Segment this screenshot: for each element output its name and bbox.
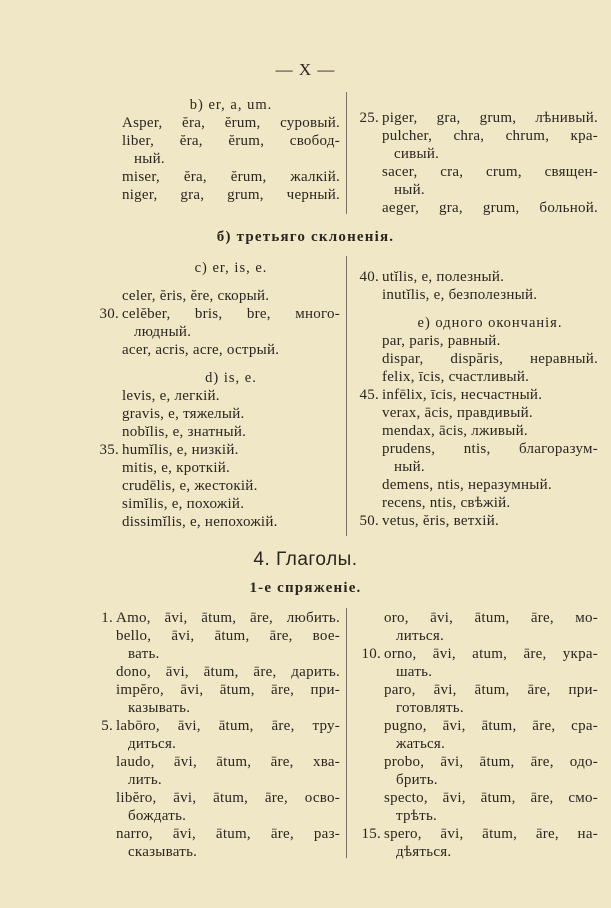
column-divider — [346, 608, 347, 858]
entry-text: gravis, e, тяжелый. — [122, 406, 245, 422]
entry-line — [384, 699, 598, 717]
entry-line — [384, 609, 598, 627]
entry-text: niger, gra, grum, черный. — [122, 187, 340, 203]
entry-line — [122, 495, 340, 513]
entry-line — [122, 150, 340, 168]
entry-text: вать. — [128, 646, 160, 662]
entry-line — [116, 681, 340, 699]
entry-line — [382, 332, 598, 350]
entry-line — [122, 459, 340, 477]
conjugation-heading: 1-е спряженіе. — [249, 580, 362, 596]
spacer — [122, 277, 340, 287]
adjectives-c-e-right — [359, 268, 598, 530]
entry-text: utĭlis, e, полезный. — [382, 269, 505, 285]
entry-number: 1. — [101, 610, 113, 626]
entry-text: aeger, gra, grum, больной. — [382, 200, 598, 216]
entry-text: inutĭlis, e, безполезный. — [382, 287, 538, 303]
verbs-left — [101, 609, 340, 861]
entry-text: levis, e, легкій. — [122, 388, 220, 404]
entry-text: ный. — [394, 459, 425, 475]
adjectives-b-left — [122, 96, 340, 204]
entry-line — [382, 494, 598, 512]
entry-line — [116, 735, 340, 753]
entry-line — [116, 663, 340, 681]
entry-line — [382, 199, 598, 217]
entry-line — [101, 609, 340, 627]
adjectives-c-d-left — [99, 259, 340, 531]
entry-line — [382, 422, 598, 440]
entry-line — [122, 423, 340, 441]
entry-text: vetus, ĕris, ветхій. — [382, 513, 499, 529]
entry-text: ный. — [394, 182, 425, 198]
entry-number: 50. — [359, 513, 379, 529]
entry-text: готовлять. — [396, 700, 464, 716]
entry-text: шать. — [396, 664, 433, 680]
entry-text: дѣяться. — [396, 844, 452, 860]
entry-text: specto, āvi, ātum, āre, смо- — [384, 790, 598, 806]
section-heading-third-declension: б) третьяго склоненія. — [216, 229, 395, 245]
entry-line — [116, 807, 340, 825]
entry-number: 15. — [361, 826, 381, 842]
entry-text: miser, ĕra, ĕrum, жалкій. — [122, 169, 340, 185]
entry-text: брить. — [396, 772, 438, 788]
entry-line — [382, 350, 598, 368]
entry-line — [122, 186, 340, 204]
entry-text: Amo, āvi, ātum, āre, любить. — [116, 610, 340, 626]
entry-text: dono, āvi, ātum, āre, дарить. — [116, 664, 340, 680]
entry-text: nobĭlis, e, знатный. — [122, 424, 247, 440]
entry-line — [122, 341, 340, 359]
entry-text: libĕro, āvi, ātum, āre, осво- — [116, 790, 340, 806]
entry-line — [382, 368, 598, 386]
entry-text: par, paris, равный. — [382, 333, 501, 349]
entry-number: 45. — [359, 387, 379, 403]
entry-text: paro, āvi, ātum, āre, при- — [384, 682, 598, 698]
entry-line — [361, 825, 598, 843]
entry-text: литься. — [396, 628, 444, 644]
spacer — [122, 359, 340, 369]
column-divider — [346, 92, 347, 214]
entry-text: mitis, e, кроткій. — [122, 460, 231, 476]
entry-text: Asper, ĕra, ĕrum, суровый. — [122, 115, 340, 131]
entry-line — [384, 627, 598, 645]
entry-line — [116, 771, 340, 789]
entry-text: бождать. — [128, 808, 187, 824]
entry-line — [122, 287, 340, 305]
entry-text: laudo, āvi, ātum, āre, хва- — [116, 754, 340, 770]
entry-line — [384, 771, 598, 789]
entry-text: лить. — [128, 772, 162, 788]
entry-line — [382, 404, 598, 422]
entry-line — [116, 699, 340, 717]
entry-text: pugno, āvi, ātum, āre, сра- — [384, 718, 598, 734]
entry-line — [382, 458, 598, 476]
entry-line — [384, 807, 598, 825]
entry-text: людный. — [134, 324, 192, 340]
entry-line — [382, 440, 598, 458]
entry-number: 30. — [99, 306, 119, 322]
entry-line — [122, 387, 340, 405]
entry-text: labōro, āvi, ātum, āre, тру- — [116, 718, 340, 734]
entry-line — [382, 476, 598, 494]
entry-line — [122, 323, 340, 341]
entry-text: piger, gra, grum, лѣнивый. — [382, 110, 598, 126]
entry-line — [116, 789, 340, 807]
entry-text: sacer, cra, crum, священ- — [382, 164, 598, 180]
entry-line — [116, 753, 340, 771]
entry-line — [122, 168, 340, 186]
entry-text: infēlix, īcis, несчастный. — [382, 387, 543, 403]
subheading: d) is, e. — [205, 370, 257, 386]
entry-number: 5. — [101, 718, 113, 734]
entry-line — [359, 386, 598, 404]
entry-line — [122, 114, 340, 132]
entry-number: 25. — [359, 110, 379, 126]
entry-text: celer, ĕris, ĕre, скорый. — [122, 288, 270, 304]
entry-text: humĭlis, e, низкій. — [122, 442, 239, 458]
entry-text: probo, āvi, ātum, āre, одо- — [384, 754, 598, 770]
entry-text: казывать. — [128, 700, 191, 716]
entry-line — [382, 163, 598, 181]
entry-text: simĭlis, e, похожій. — [122, 496, 245, 512]
entry-line — [122, 405, 340, 423]
entry-line — [99, 441, 340, 459]
entry-text: сказывать. — [128, 844, 198, 860]
column-divider — [346, 256, 347, 536]
entry-text: сивый. — [394, 146, 440, 162]
entry-line — [361, 645, 598, 663]
subheading: e) одного окончанія. — [417, 315, 563, 331]
entry-text: felix, īcis, счастливый. — [382, 369, 530, 385]
entry-line — [382, 127, 598, 145]
entry-text: mendax, ācis, лживый. — [382, 423, 528, 439]
entry-text: acer, acris, acre, острый. — [122, 342, 280, 358]
entry-text: ный. — [134, 151, 165, 167]
entry-text: celĕber, bris, bre, много- — [122, 306, 340, 322]
entry-line — [382, 286, 598, 304]
entry-line — [99, 305, 340, 323]
entry-line — [384, 843, 598, 861]
entry-text: dispar, dispăris, неравный. — [382, 351, 598, 367]
entry-text: crudēlis, e, жестокій. — [122, 478, 258, 494]
entry-line — [122, 132, 340, 150]
entry-text: demens, ntis, неразумный. — [382, 477, 552, 493]
entry-text: трѣть. — [396, 808, 438, 824]
entry-line — [384, 789, 598, 807]
entry-line — [116, 825, 340, 843]
entry-text: prudens, ntis, благоразум- — [382, 441, 598, 457]
entry-line — [384, 717, 598, 735]
entry-text: dissimĭlis, e, непохожій. — [122, 514, 278, 530]
entry-line — [116, 627, 340, 645]
entry-number: 40. — [359, 269, 379, 285]
entry-text: recens, ntis, свѣжій. — [382, 495, 511, 511]
entry-text: impĕro, āvi, ātum, āre, при- — [116, 682, 340, 698]
entry-line — [359, 109, 598, 127]
spacer — [382, 304, 598, 314]
entry-number: 10. — [361, 646, 381, 662]
adjectives-b-right — [359, 109, 598, 217]
entry-line — [384, 735, 598, 753]
entry-line — [116, 645, 340, 663]
entry-text: verax, ācis, правдивый. — [382, 405, 533, 421]
entry-line — [384, 681, 598, 699]
entry-number: 35. — [99, 442, 119, 458]
entry-text: bello, āvi, ātum, āre, вое- — [116, 628, 340, 644]
entry-line — [101, 717, 340, 735]
entry-line — [359, 512, 598, 530]
subheading: c) er, is, e. — [194, 260, 268, 276]
entry-text: диться. — [128, 736, 177, 752]
entry-text: pulcher, chra, chrum, кра- — [382, 128, 598, 144]
entry-line — [384, 663, 598, 681]
entry-line — [359, 268, 598, 286]
entry-text: narro, āvi, ātum, āre, раз- — [116, 826, 340, 842]
entry-text: liber, ĕra, ĕrum, свобод- — [122, 133, 340, 149]
entry-text: oro, āvi, ātum, āre, мо- — [384, 610, 598, 626]
verbs-right — [361, 609, 598, 861]
entry-line — [384, 753, 598, 771]
subheading: b) er, a, um. — [189, 97, 273, 113]
entry-line — [382, 181, 598, 199]
entry-line — [382, 145, 598, 163]
entry-text: orno, āvi, atum, āre, укра- — [384, 646, 598, 662]
verbs-heading: 4. Глаголы. — [253, 549, 358, 570]
entry-line — [116, 843, 340, 861]
entry-line — [122, 513, 340, 531]
entry-text: жаться. — [396, 736, 446, 752]
entry-line — [122, 477, 340, 495]
page-number: — X — — [275, 60, 336, 79]
entry-text: spero, āvi, ātum, āre, на- — [384, 826, 598, 842]
